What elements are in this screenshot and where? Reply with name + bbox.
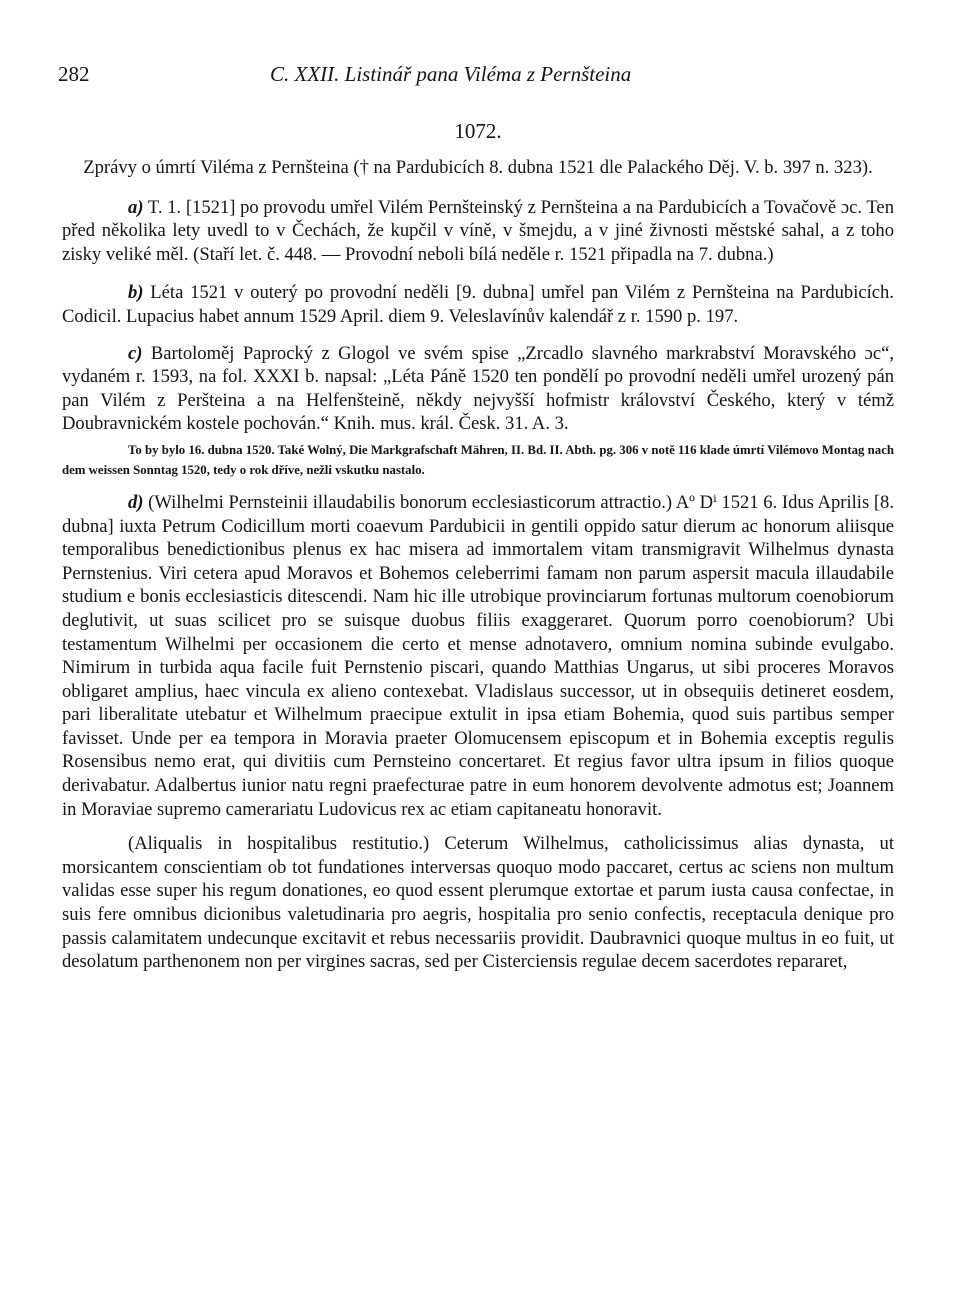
paragraph-hospitals: (Aliqualis in hospitalibus restitutio.) Ceterum Wilhelmus, catholicissimus alias dynasta, ut morsicantem conscientiam ob tot fundationes interversas quoquo modo paccaret, certus ac sciens non multum validas esse super his regum donationes, eo quod essent plerumque extortae et parum iusta causa confectae, in suis fere omnibus dicionibus valetudinaria pro aegris, hospitalia pro senio confectis, receptacula denique pro passis calamitatem undecunque excitavit et rebus necessariis providit. Daubravnici quoque multus in eo fuit, ut desolatum parthenonem non per virgines sacras, sed per Cisterciensis regulae decem sacerdotes repararet, — [62, 833, 894, 973]
document-number: 1072. — [454, 119, 502, 143]
paragraph-b-mark: b) — [128, 282, 144, 304]
paragraph-d-text: (Wilhelmi Pernsteinii illaudabilis bonorum ecclesiasticorum attractio.) Aº Dⁱ 1521 6. Idus Aprilis [8. dubna] iuxta Petrum Codicillum morti coaevum Pardubicii in gentili oppido satur dierum ac honorum aliisque temporalibus benedictionibus plenus ex hac misera ad immortalem vitam transmigravit Wilhelmus dynasta Pernstenius. Viri cetera apud Moravos et Bohemos celeberrimi famam non parum aspersit macula illaudabile studium e bonis ecclesiasticis ditescendi. Nam hic ille utrobique provinciarum fortunas multorum coenobiorum deglutivit, ut suas scilicet pro se suisque duobus filiis exaggeraret. Quorum porro coenobiorum? Ubi testamentum Wilhelmi per occasionem die certo et mense adnotavero, omnium nomina subinde evulgabo. Nimirum in turbida aqua facile fuit Pernstenio piscari, quando Matthias Ungarus, ut sibi proceres Moravos obligaret amplius, haec vincula ex alieno contexebat. Vladislaus successor, ut in obsequiis detineret eosdem, pari liberalitate utebatur et Wilhelmum praecipue extulit in ipsa etiam Bohemia, quod suis partibus semper favisset. Unde per ea tempora in Moravia praeter Olomucensem episcopum et in Bohemia exceptis regulis Rosensibus nemo erat, qui divitiis cum Pernsteino concertaret. Et regius favor ultra ipsum in filios quoque derivabatur. Adalbertus iunior natu regni praefecturae patre in eum honorem devolvente admotus est; Joannem in Moraviae supremo camerariatu Ludovicus rex ac etiam capitaneatu honoravit. — [62, 491, 894, 820]
paragraph-c — [62, 342, 894, 436]
paragraph-a-mark: a) — [128, 196, 144, 218]
editorial-note: To by bylo 16. dubna 1520. Také Wolný, Die Markgrafschaft Mähren, II. Bd. II. Abth. pg. 306 v notě 116 klade úmrtí Vilémovo Montag nach dem weissen Sonntag 1520, tedy o rok dříve, nežli vskutku nastalo. — [62, 442, 894, 477]
paragraph-c-text: Bartoloměj Paprocký z Glogol ve svém spise „Zrcadlo slavného markrabství Moravského ɔc“, vydaném r. 1593, na fol. XXXI b. napsal: „Léta Páně 1520 ten pondělí po provodní neděli umřel urozený pán pan Vilém z Peršteina a na Helfenšteině, někdy nejvyšší hofmistr království Českého, který v témž Doubravnickém kostele pochován.“ Knih. mus. král. Česk. 31. A. 3. — [62, 342, 894, 435]
paragraph-b-text: Léta 1521 v outerý po provodní neděli [9. dubna] umřel pan Vilém z Pernšteina na Pardubicích. Codicil. Lupacius habet annum 1529 April. diem 9. Veleslavínův kalendář z r. 1590 p. 197. — [62, 282, 894, 327]
paragraph-c-mark: c) — [128, 342, 143, 364]
paragraph-d-mark: d) — [128, 491, 144, 513]
document-page — [58, 62, 894, 974]
document-intro: Zprávy o úmrtí Viléma z Pernšteina († na Pardubicích 8. dubna 1521 dle Palackého Děj. V. b. 397 n. 323). — [83, 157, 873, 178]
paragraph-a — [62, 196, 894, 267]
paragraph-d — [62, 491, 894, 821]
page-number: 282 — [58, 62, 90, 86]
paragraph-b — [62, 281, 894, 328]
running-title: C. XXII. Listinář pana Viléma z Pernšteina — [270, 62, 632, 86]
page-header — [58, 62, 894, 92]
paragraph-a-text: T. 1. [1521] po provodu umřel Vilém Pernšteinský z Pernšteina a na Pardubicích a Tovačově ɔc. Ten před několika lety uvedl to v Čechách, že kupčil v víně, v šmejdu, a v jiné živnosti městské sahal, a z toho zisky veliké měl. (Staří let. č. 448. — Provodní neboli bílá neděle r. 1521 připadla na 7. dubna.) — [62, 196, 894, 265]
